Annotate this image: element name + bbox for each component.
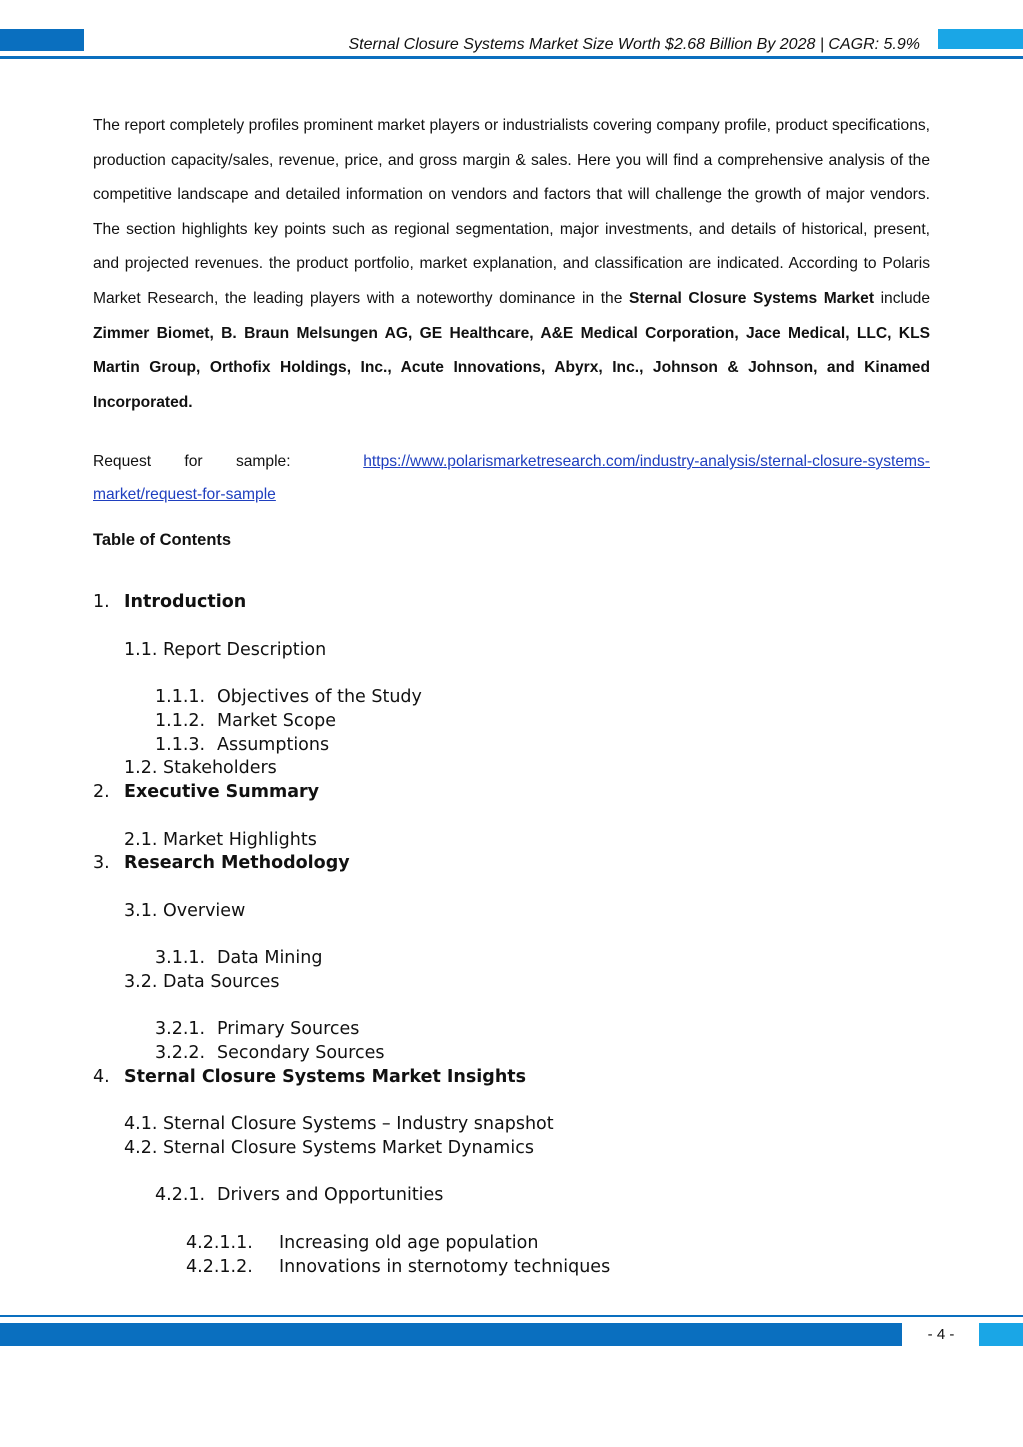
toc-item-3-2-1: 3.2.1. Primary Sources <box>155 1019 360 1039</box>
toc-item-4: 4. Sternal Closure Systems Market Insights <box>93 1067 527 1087</box>
toc-item-1-1-1: 1.1.1. Objectives of the Study <box>155 687 422 707</box>
toc-item-1-1: 1.1. Report Description <box>124 640 327 660</box>
toc-item-4-2-1-1: 4.2.1.1. Increasing old age population <box>186 1233 539 1253</box>
sample-link[interactable]: https://www.polarismarketresearch.com/industry-analysis/sternal-closure-systems-market/request-for-sample <box>93 453 930 503</box>
toc-item-4-2: 4.2. Sternal Closure Systems Market Dynamics <box>124 1138 534 1158</box>
intro-text-part1: The report completely profiles prominent market players or industrialists covering company profile, product specifications, production capacity/sales, revenue, price, and gross margin & sales. Here you will find a comprehensive analysis of the competitive landscape and detailed information on vendors and factors that will challenge the growth of major vendors. The section highlights key points such as regional segmentation, major investments, and details of historical, present, and projected revenues. the product portfolio, market explanation, and classification are indicated. According to Polaris Market Research, the leading players with a noteworthy dominance in the <box>93 117 930 307</box>
header-title: Sternal Closure Systems Market Size Worth $2.68 Billion By 2028 | CAGR: 5.9% <box>348 36 920 53</box>
footer-bar <box>0 1323 902 1346</box>
header-accent-right <box>938 29 1023 49</box>
toc-item-3-2-2: 3.2.2. Secondary Sources <box>155 1043 385 1063</box>
toc-item-1-2: 1.2. Stakeholders <box>124 758 277 778</box>
toc-title: Table of Contents <box>93 531 232 549</box>
intro-players: Zimmer Biomet, B. Braun Melsungen AG, GE Healthcare, A&E Medical Corporation, Jace Medical, LLC, KLS Martin Group, Orthofix Holdings, Inc., Acute Innovations, Abyrx, Inc., Johnson & Johnson, and Kinamed Incorporated. <box>93 324 930 411</box>
header-accent-left <box>0 29 84 51</box>
toc-item-1-1-3: 1.1.3. Assumptions <box>155 735 330 755</box>
toc-item-4-2-1-2: 4.2.1.2. Innovations in sternotomy techniques <box>186 1257 611 1277</box>
intro-text-part2: include <box>874 289 931 307</box>
toc-item-1: 1. Introduction <box>93 592 247 612</box>
header-rule <box>0 56 1023 59</box>
sample-label: Request for sample: <box>93 453 291 470</box>
toc-item-2-1: 2.1. Market Highlights <box>124 830 317 850</box>
toc-item-4-1: 4.1. Sternal Closure Systems – Industry snapshot <box>124 1114 554 1134</box>
toc-item-4-2-1: 4.2.1. Drivers and Opportunities <box>155 1185 444 1205</box>
footer-accent-right <box>979 1323 1023 1346</box>
toc-item-3: 3. Research Methodology <box>93 853 350 873</box>
toc-item-1-1-2: 1.1.2. Market Scope <box>155 711 337 731</box>
toc-item-2: 2. Executive Summary <box>93 782 320 802</box>
footer-rule <box>0 1315 1023 1317</box>
toc-item-3-1: 3.1. Overview <box>124 901 246 921</box>
intro-market-name: Sternal Closure Systems Market <box>628 289 875 307</box>
page-number: - 4 - <box>927 1326 955 1343</box>
intro-paragraph <box>93 109 930 420</box>
sample-request <box>93 445 930 511</box>
toc-item-3-1-1: 3.1.1. Data Mining <box>155 948 323 968</box>
toc-item-3-2: 3.2. Data Sources <box>124 972 280 992</box>
